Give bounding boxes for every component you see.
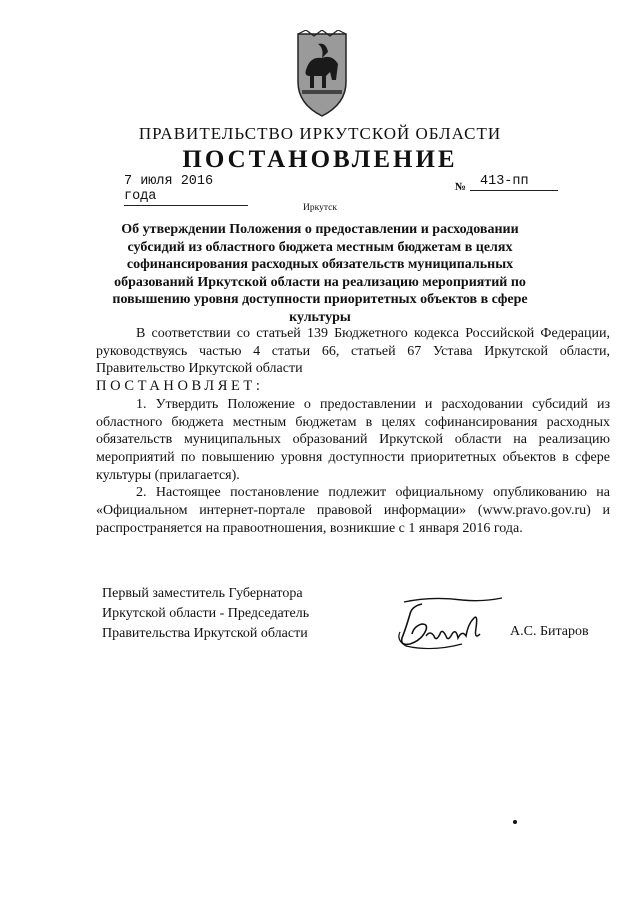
document-body — [96, 325, 610, 537]
item-2: 2. Настоящее постановление подлежит официальному опубликованию на «Официальном интернет-портале правовой информации» (www.pravo.gov.ru) и распространяется на правоотношения, возникшие с 1 января 2016 года. — [96, 485, 610, 536]
handwritten-signature — [392, 594, 512, 654]
position-line-2: Иркутской области - Председатель — [102, 606, 310, 621]
document-type: ПОСТАНОВЛЕНИЕ — [182, 146, 458, 173]
signer-name: А.С. Битаров — [510, 624, 589, 639]
scan-speck — [513, 820, 517, 824]
city: Иркутск — [303, 203, 337, 213]
signatory-position — [102, 584, 309, 644]
government-name: ПРАВИТЕЛЬСТВО ИРКУТСКОЙ ОБЛАСТИ — [138, 124, 502, 143]
document-number: 413-пп — [470, 174, 558, 191]
position-line-1: Первый заместитель Губернатора — [102, 586, 303, 601]
preamble: В соответствии со статьей 139 Бюджетного кодекса Российской Федерации, руководствуясь частью 4 статьи 66, статьей 67 Устава Иркутской области, Правительство Иркутской области — [96, 326, 610, 377]
coat-of-arms-icon — [292, 30, 352, 120]
item-1: 1. Утвердить Положение о предоставлении и расходовании субсидий из областного бюджета местным бюджетам в целях софинансирования расходных обязательств муниципальных образований Иркутской области на реализацию мероприятий по повышению уровня доступности приоритетных объектов в сфере культуры (прилагается). — [96, 396, 610, 483]
position-line-3: Правительства Иркутской области — [102, 626, 308, 641]
number-sign: № — [455, 181, 467, 193]
document-title: Об утверждении Положения о предоставлении и расходовании субсидий из областного бюджета местным бюджетам в целях софинансирования расходных обязательств муниципальных образований Иркутской области на реализацию мероприятий по повышению уровня доступности приоритетных объектов в сфере культуры — [112, 222, 528, 325]
document-date: 7 июля 2016 года — [124, 174, 248, 206]
resolve-heading: ПОСТАНОВЛЯЕТ: — [96, 378, 264, 395]
